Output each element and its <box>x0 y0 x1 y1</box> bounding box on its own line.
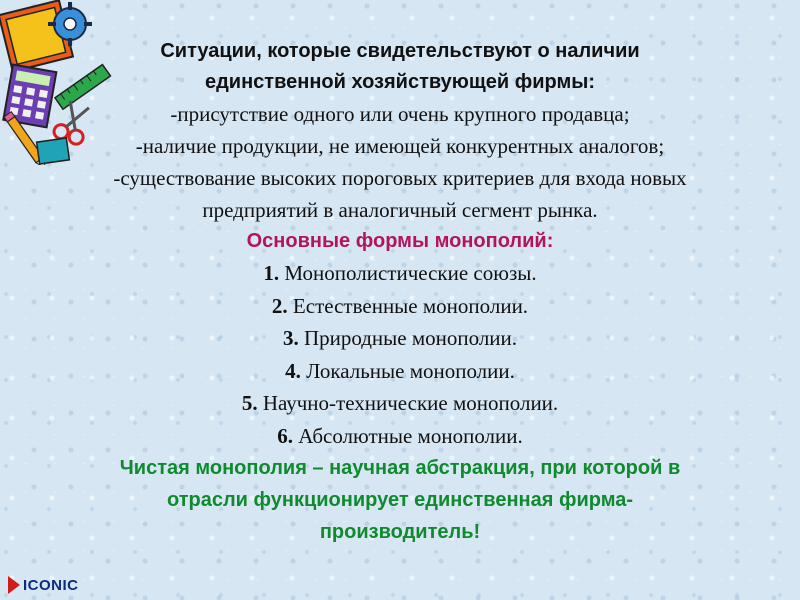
heading-line-1: Ситуации, которые свидетельствуют о наличии <box>160 40 640 62</box>
form-item <box>18 355 782 388</box>
forms-title: Основные формы монополий: <box>246 230 554 252</box>
situation-item: -существование высоких пороговых критериев для входа новых <box>113 166 687 190</box>
form-item-text: Научно-технические монополии. <box>257 391 559 415</box>
form-item-number: 3. <box>282 326 299 350</box>
logo-text: ICONIC <box>23 576 79 594</box>
footer-logo[interactable] <box>0 572 79 598</box>
form-item <box>18 322 782 355</box>
form-item-text: Абсолютные монополии. <box>292 423 523 448</box>
form-item-number: 4. <box>285 358 301 383</box>
situation-item: -наличие продукции, не имеющей конкурентных аналогов; <box>135 134 665 158</box>
situation-item-continuation: предприятий в аналогичный сегмент рынка. <box>202 198 598 222</box>
form-item-number: 5. <box>241 391 258 415</box>
conclusion-line: производитель! <box>319 521 481 543</box>
form-item-text: Локальные монополии. <box>300 358 515 383</box>
form-item-text: Монополистические союзы. <box>279 261 537 285</box>
conclusion-line: Чистая монополия – научная абстракция, при которой в <box>119 457 681 479</box>
form-item-text: Естественные монополии. <box>287 293 529 318</box>
form-item <box>18 290 782 323</box>
form-item <box>18 420 782 453</box>
form-item-number: 2. <box>271 293 288 318</box>
form-item <box>18 257 782 290</box>
form-item <box>18 387 782 420</box>
heading-line-2: единственной хозяйствующей фирмы: <box>204 71 596 93</box>
situation-item: -присутствие одного или очень крупного продавца; <box>170 102 630 126</box>
form-item-text: Природные монополии. <box>298 326 518 350</box>
conclusion-line: отрасли функционирует единственная фирма- <box>166 489 634 511</box>
play-triangle-icon <box>8 576 20 594</box>
form-item-number: 1. <box>263 261 280 285</box>
slide-content <box>18 36 782 548</box>
form-item-number: 6. <box>277 423 293 448</box>
